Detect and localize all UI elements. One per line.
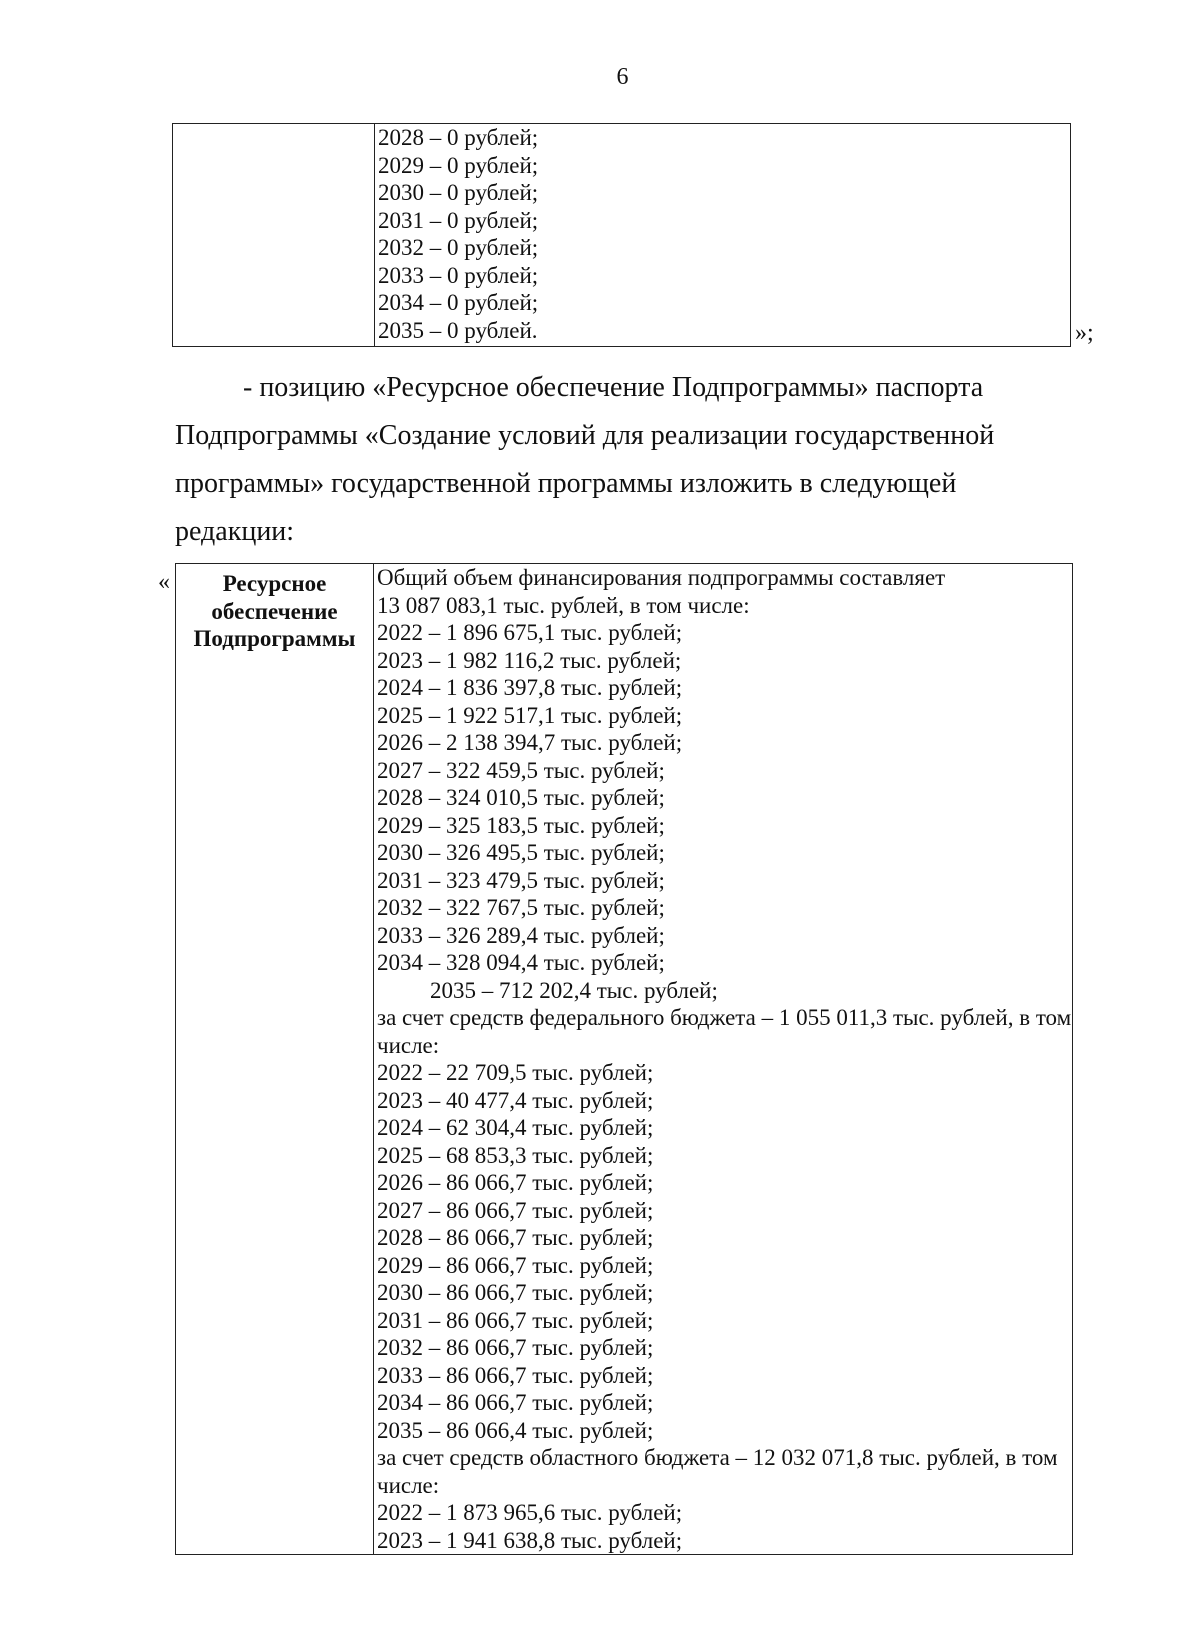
previous-position-table: [172, 123, 1071, 347]
funding-line: 2026 – 2 138 394,7 тыс. рублей;: [377, 730, 683, 755]
funding-line: 2023 – 1 982 116,2 тыс. рублей;: [377, 647, 682, 673]
funding-line: 2033 – 0 рублей;: [378, 262, 539, 288]
funding-line: 2032 – 86 066,7 тыс. рублей;: [377, 1335, 654, 1360]
paragraph-line: программы» государственной программы изложить в следующей: [175, 468, 957, 499]
paragraph-line: - позицию «Ресурсное обеспечение Подпрограммы» паспорта: [243, 372, 984, 403]
funding-cell: [375, 124, 1071, 347]
position-name-line: Подпрограммы: [193, 626, 356, 651]
funding-line: Общий объем финансирования подпрограммы составляет: [377, 565, 946, 590]
funding-line: 2032 – 0 рублей;: [378, 235, 539, 260]
funding-line: 2035 – 712 202,4 тыс. рублей;: [430, 977, 718, 1003]
funding-line: 2026 – 86 066,7 тыс. рублей;: [377, 1170, 654, 1195]
funding-line: 2023 – 1 941 638,8 тыс. рублей;: [377, 1527, 683, 1553]
page-number: 6: [616, 64, 629, 90]
funding-line: 2035 – 86 066,4 тыс. рублей;: [377, 1417, 654, 1443]
funding-line: 2031 – 0 рублей;: [378, 207, 539, 233]
funding-line: 2028 – 324 010,5 тыс. рублей;: [377, 785, 665, 810]
funding-line: 2029 – 325 183,5 тыс. рублей;: [377, 812, 665, 838]
position-name-cell: [176, 564, 374, 1555]
funding-line: 2024 – 62 304,4 тыс. рублей;: [377, 1115, 654, 1140]
funding-line: 2034 – 86 066,7 тыс. рублей;: [377, 1390, 654, 1415]
funding-line: 2028 – 0 рублей;: [378, 125, 539, 150]
closing-quote: »;: [1075, 320, 1094, 346]
paragraph-line: Подпрограммы «Создание условий для реализации государственной: [175, 420, 995, 451]
funding-line: 2028 – 86 066,7 тыс. рублей;: [377, 1225, 654, 1250]
funding-line: 2027 – 86 066,7 тыс. рублей;: [377, 1197, 654, 1223]
paragraph-line: редакции:: [175, 516, 295, 547]
position-name: [176, 564, 373, 653]
position-name-line: Ресурсное: [222, 571, 327, 596]
funding-line: 2032 – 322 767,5 тыс. рублей;: [377, 895, 665, 920]
funding-line: 2030 – 326 495,5 тыс. рублей;: [377, 840, 665, 865]
funding-line: 2022 – 22 709,5 тыс. рублей;: [377, 1060, 654, 1085]
funding-line: 2030 – 86 066,7 тыс. рублей;: [377, 1280, 654, 1305]
funding-line: 2022 – 1 873 965,6 тыс. рублей;: [377, 1500, 683, 1525]
funding-line: 2027 – 322 459,5 тыс. рублей;: [377, 757, 665, 783]
funding-line: 2034 – 0 рублей;: [378, 290, 539, 315]
amendment-paragraph: [175, 364, 1073, 556]
funding-cell: [374, 564, 1073, 1555]
funding-lines: [374, 564, 1072, 1554]
funding-line: 13 087 083,1 тыс. рублей, в том числе:: [377, 592, 750, 618]
funding-line: 2023 – 40 477,4 тыс. рублей;: [377, 1087, 654, 1113]
position-name-line: обеспечение: [211, 598, 338, 624]
funding-line: 2034 – 328 094,4 тыс. рублей;: [377, 950, 665, 975]
funding-line: 2025 – 1 922 517,1 тыс. рублей;: [377, 702, 683, 728]
opening-quote: «: [158, 569, 170, 595]
funding-line: 2022 – 1 896 675,1 тыс. рублей;: [377, 620, 683, 645]
resource-provision-table: [175, 563, 1073, 1555]
empty-label-cell: [173, 124, 375, 347]
funding-line: 2029 – 86 066,7 тыс. рублей;: [377, 1252, 654, 1278]
funding-line: 2029 – 0 рублей;: [378, 152, 539, 178]
funding-line: 2024 – 1 836 397,8 тыс. рублей;: [377, 675, 683, 700]
funding-lines: [375, 124, 1070, 344]
funding-line: 2031 – 86 066,7 тыс. рублей;: [377, 1307, 654, 1333]
funding-line: за счет средств областного бюджета – 12 032 071,8 тыс. рублей, в том числе:: [377, 1445, 1058, 1498]
funding-line: 2033 – 86 066,7 тыс. рублей;: [377, 1362, 654, 1388]
funding-line: 2031 – 323 479,5 тыс. рублей;: [377, 867, 665, 893]
funding-line: 2035 – 0 рублей.: [378, 317, 538, 343]
funding-line: 2033 – 326 289,4 тыс. рублей;: [377, 922, 665, 948]
funding-line: за счет средств федерального бюджета – 1 055 011,3 тыс. рублей, в том числе:: [377, 1005, 1072, 1058]
funding-line: 2025 – 68 853,3 тыс. рублей;: [377, 1142, 654, 1168]
funding-line: 2030 – 0 рублей;: [378, 180, 539, 205]
